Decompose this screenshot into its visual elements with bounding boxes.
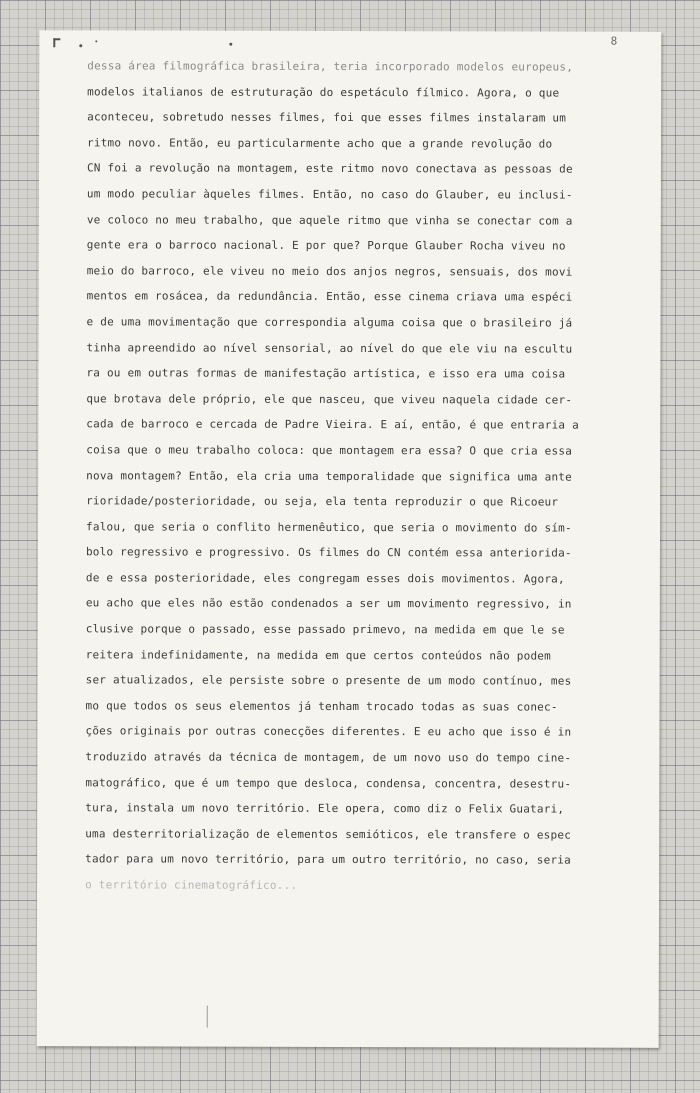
text-line: tura, instala um novo território. Ele opera, como diz o Felix Guatari, <box>85 801 565 816</box>
text-line: um modo peculiar àqueles filmes. Então, no caso do Glauber, eu inclusi- <box>86 187 573 202</box>
text-line: bolo regressivo e progressivo. Os filmes do CN contém essa anteriorida- <box>85 545 572 560</box>
text-line: ções originais por outras conecções diferentes. E eu acho que isso é in <box>85 724 572 740</box>
text-line: de e essa posterioridade, eles congregam esses dois movimentos. Agora, <box>85 571 565 586</box>
text-line: CN foi a revolução na montagem, este ritmo novo conectava as pessoas de <box>86 161 573 176</box>
text-line: ser atualizados, ele persiste sobre o presente de um modo contínuo, mes <box>85 673 572 688</box>
text-line: cada de barroco e cercada de Padre Vieira. E aí, então, é que entraria a <box>86 417 579 432</box>
ink-mark <box>53 38 60 40</box>
text-line: clusive porque o passado, esse passado primevo, na medida em que le se <box>85 622 565 637</box>
text-line: que brotava dele próprio, ele que nasceu, que viveu naquela cidade cer- <box>86 392 573 407</box>
text-line: aconteceu, sobretudo nesses filmes, foi que esses filmes instalaram um <box>87 110 567 125</box>
text-line: matográfico, que é um tempo que desloca, condensa, concentra, desestru- <box>85 775 572 791</box>
text-line: falou, que seria o conflito hermenêutico, que seria o movimento do sím- <box>86 519 572 535</box>
typewritten-page <box>37 30 662 1048</box>
text-line: mentos em rosácea, da redundância. Então, esse cinema criava uma espéci <box>86 289 573 304</box>
text-line: reitera indefinidamente, na medida em que certos conteúdos não podem <box>85 647 552 663</box>
text-line: meio do barroco, ele viveu no meio dos anjos negros, sensuais, dos movi <box>86 264 573 279</box>
text-line: e de uma movimentação que correspondia alguma coisa que o brasileiro já <box>86 315 573 330</box>
text-line: troduzido através da técnica de montagem, de um novo uso do tempo cine- <box>85 750 572 765</box>
text-line: eu acho que eles não estão condenados a ser um movimento regressivo, in <box>85 596 572 612</box>
page-number: 8 <box>610 34 618 48</box>
text-line: uma desterritorialização de elementos semióticos, ele transfere o espec <box>85 827 572 842</box>
text-line: nova montagem? Então, ela cria uma temporalidade que significa uma ante <box>86 468 573 484</box>
text-line: ra ou em outras formas de manifestação artística, e isso era uma coisa <box>86 366 566 381</box>
typed-text-body <box>85 53 623 899</box>
ink-mark <box>79 44 82 47</box>
ink-mark <box>229 43 232 46</box>
text-line: gente era o barroco nacional. E por que? Porque Glauber Rocha viveu no <box>86 238 566 253</box>
text-line: ritmo novo. Então, eu particularmente acho que a grande revolução do <box>87 136 553 151</box>
text-line: dessa área filmográfica brasileira, teria incorporado modelos europeus, <box>87 59 574 74</box>
text-line: rioridade/posterioridade, ou seja, ela tenta reproduzir o que Ricoeur <box>86 494 559 509</box>
text-line: ve coloco no meu trabalho, que aquele ritmo que vinha se conectar com a <box>86 212 573 228</box>
text-line: tador para um novo território, para um outro território, no caso, seria <box>85 852 572 867</box>
text-line: coisa que o meu trabalho coloca: que montagem era essa? O que cria essa <box>86 443 573 458</box>
text-line: modelos italianos de estruturação do espetáculo fílmico. Agora, o que <box>87 84 560 100</box>
text-line: tinha apreendido ao nível sensorial, ao nível do que ele viu na escultu <box>86 340 573 356</box>
ink-mark <box>95 40 97 42</box>
text-line: mo que todos os seus elementos já tenham trocado todas as suas conec- <box>85 699 558 714</box>
text-line: o território cinematográfico... <box>85 878 298 892</box>
ink-mark <box>207 1006 208 1028</box>
